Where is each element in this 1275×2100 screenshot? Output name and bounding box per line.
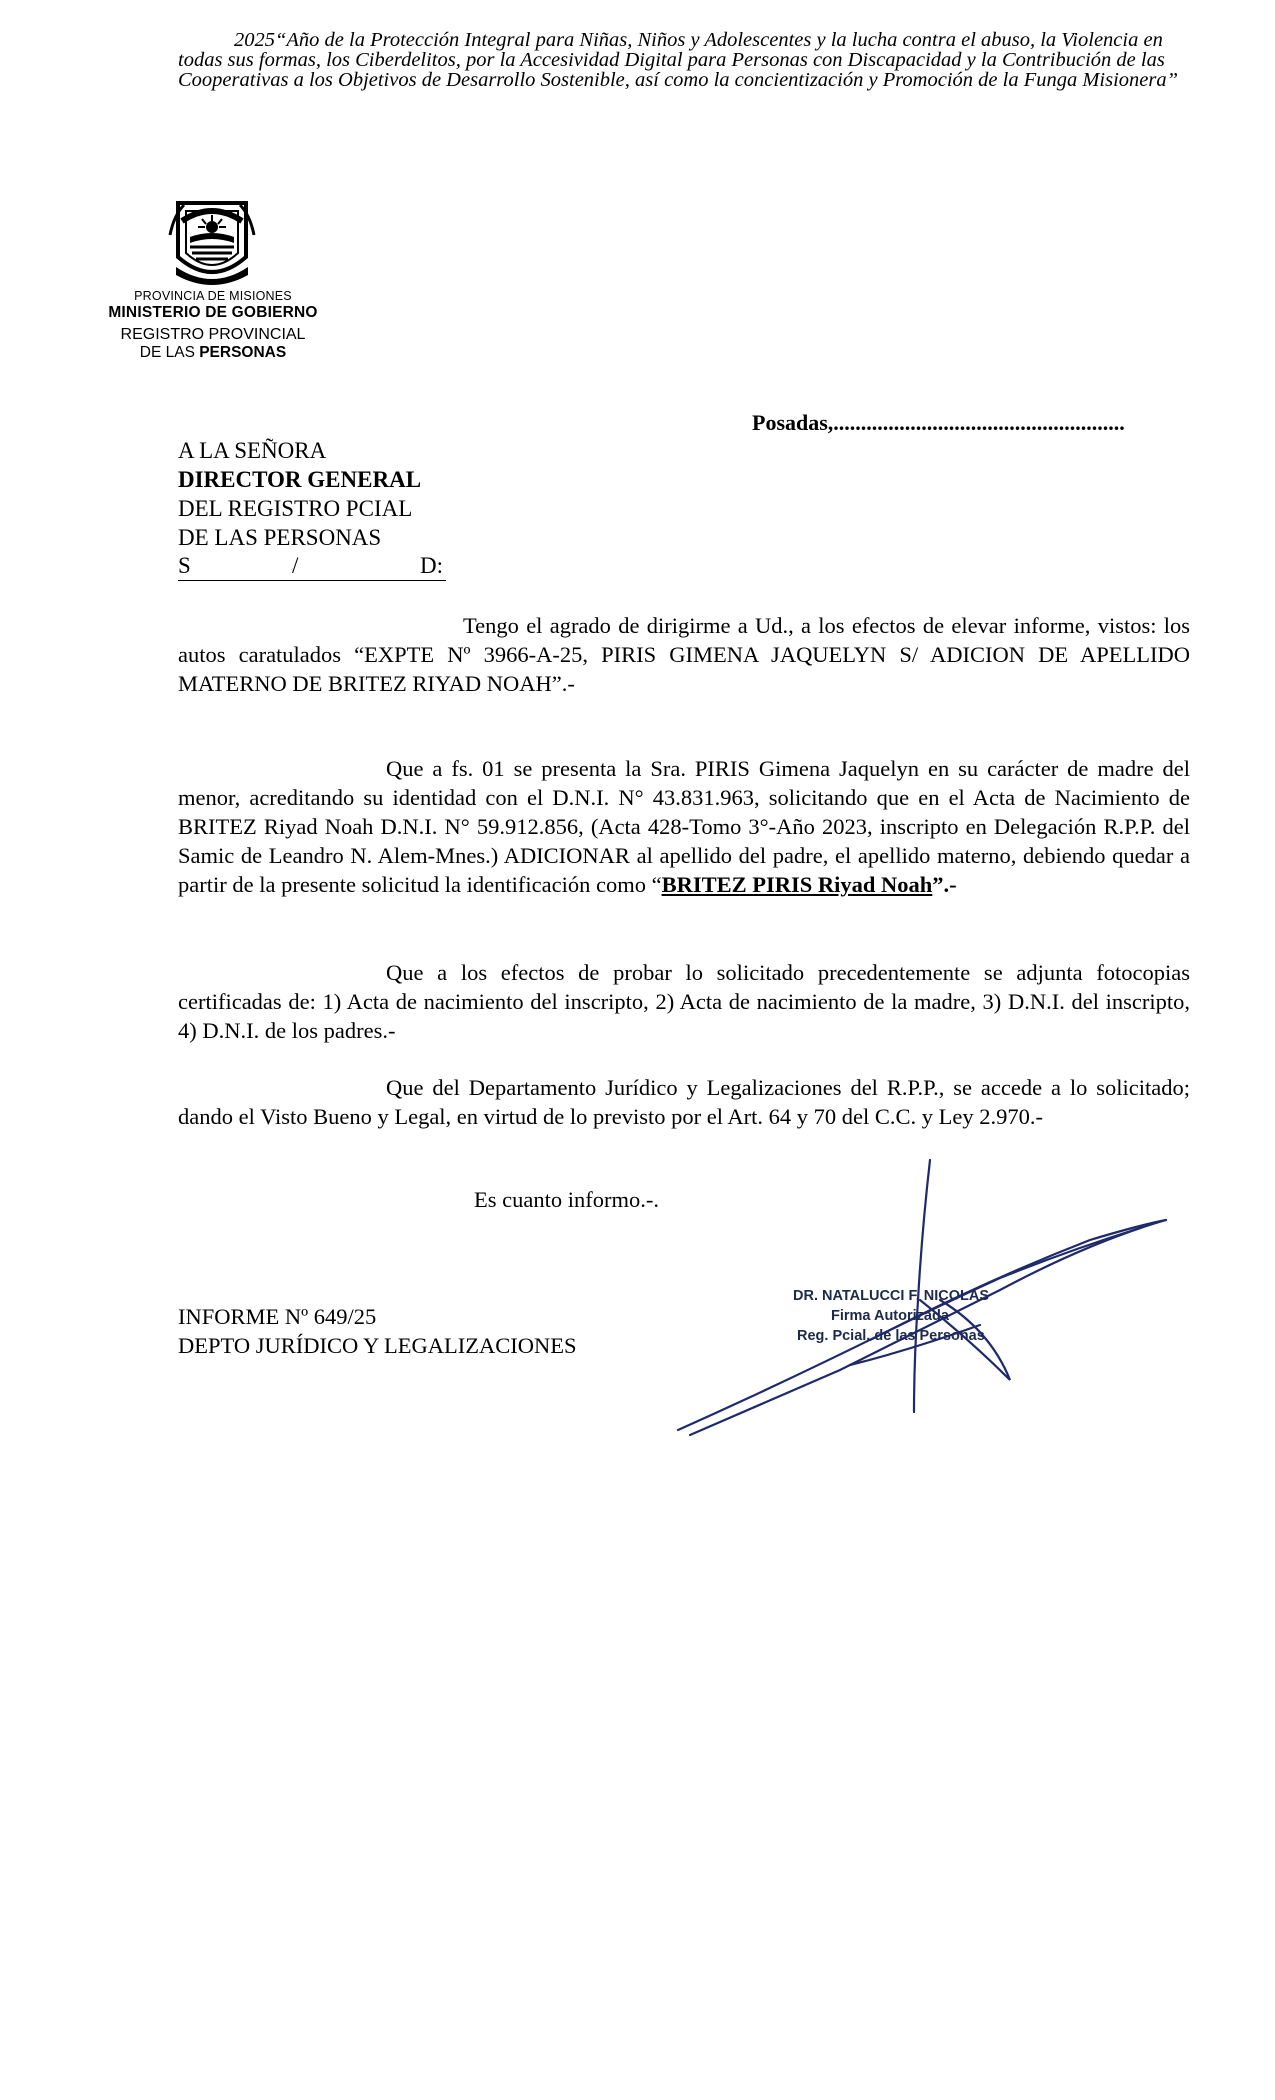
closing-line: Es cuanto informo.-. xyxy=(474,1187,659,1212)
paragraph-2: Que a fs. 01 se presenta la Sra. PIRIS Gimena Jaquelyn en su carácter de madre del menor, acreditando su identidad con el D.N.I. N° 43.831.963, solicitando que en el Acta de Nacimiento de BRITEZ Riyad Noah D.N.I. N° 59.912.856, (Acta 428-Tomo 3°-Año 2023, inscripto en Delegación R.P.P. del Samic de Leandro N. Alem-Mnes.) ADICIONAR al apellido del padre, el apellido materno, debiendo quedar a partir de la presente solicitud la identificación como “BRITEZ PIRIS Riyad Noah”.- xyxy=(178,756,1190,897)
addressee-block xyxy=(178,436,421,552)
logo-ministry: MINISTERIO DE GOBIERNO xyxy=(108,304,318,321)
handwritten-signature xyxy=(670,1150,1190,1440)
logo-persons: DE LAS PERSONAS xyxy=(139,344,287,361)
sd-line: S / D: xyxy=(178,553,446,581)
paragraph-3: Que a los efectos de probar lo solicitado precedentemente se adjunta fotocopias certificadas de: 1) Acta de nacimiento del inscripto, 2) Acta de nacimiento de la madre, 3) D.N.I. del inscripto, 4) D.N.I. de los padres.- xyxy=(178,960,1190,1043)
paragraph-1: Tengo el agrado de dirigirme a Ud., a los efectos de elevar informe, vistos: los autos caratulados “EXPTE Nº 3966-A-25, PIRIS GIMENA JAQUELYN S/ ADICION DE APELLIDO MATERNO DE BRITEZ RIYAD NOAH”.- xyxy=(178,613,1190,696)
child-new-name: BRITEZ PIRIS Riyad Noah xyxy=(661,872,933,897)
provincial-crest xyxy=(168,195,256,289)
addressee-line-2: DIRECTOR GENERAL xyxy=(178,467,422,492)
signature-stamp: DR. NATALUCCI F. NICOLAS Firma Autorizada Reg. Pcial. de las Personas xyxy=(793,1288,990,1344)
logo-registry: REGISTRO PROVINCIAL xyxy=(120,326,306,343)
addressee-line-4: DE LAS PERSONAS xyxy=(178,525,382,550)
logo-province: PROVINCIA DE MISIONES xyxy=(134,289,292,303)
department-name: DEPTO JURÍDICO Y LEGALIZACIONES xyxy=(178,1333,577,1358)
addressee-line-3: DEL REGISTRO PCIAL xyxy=(178,496,413,521)
addressee-line-1: A LA SEÑORA xyxy=(178,438,327,463)
report-number: INFORME Nº 649/25 xyxy=(178,1304,377,1329)
header-motto: 2025“Año de la Protección Integral para Niñas, Niños y Adolescentes y la lucha contra el abuso, la Violencia en todas sus formas, los Ciberdelitos, por la Accesividad Digital para Personas con Discapacidad y la Contribución de las Cooperativas a los Objetivos de Desarrollo Sostenible, así como la concientización y Promoción de la Funga Misionera” xyxy=(178,29,1179,91)
place-date-line: Posadas,..................................................... xyxy=(752,410,1125,435)
paragraph-4: Que del Departamento Jurídico y Legalizaciones del R.P.P., se accede a lo solicitado; dando el Visto Bueno y Legal, en virtud de lo previsto por el Art. 64 y 70 del C.C. y Ley 2.970.- xyxy=(178,1075,1190,1129)
ministry-logo-text xyxy=(90,289,336,362)
report-footer xyxy=(178,1302,577,1360)
